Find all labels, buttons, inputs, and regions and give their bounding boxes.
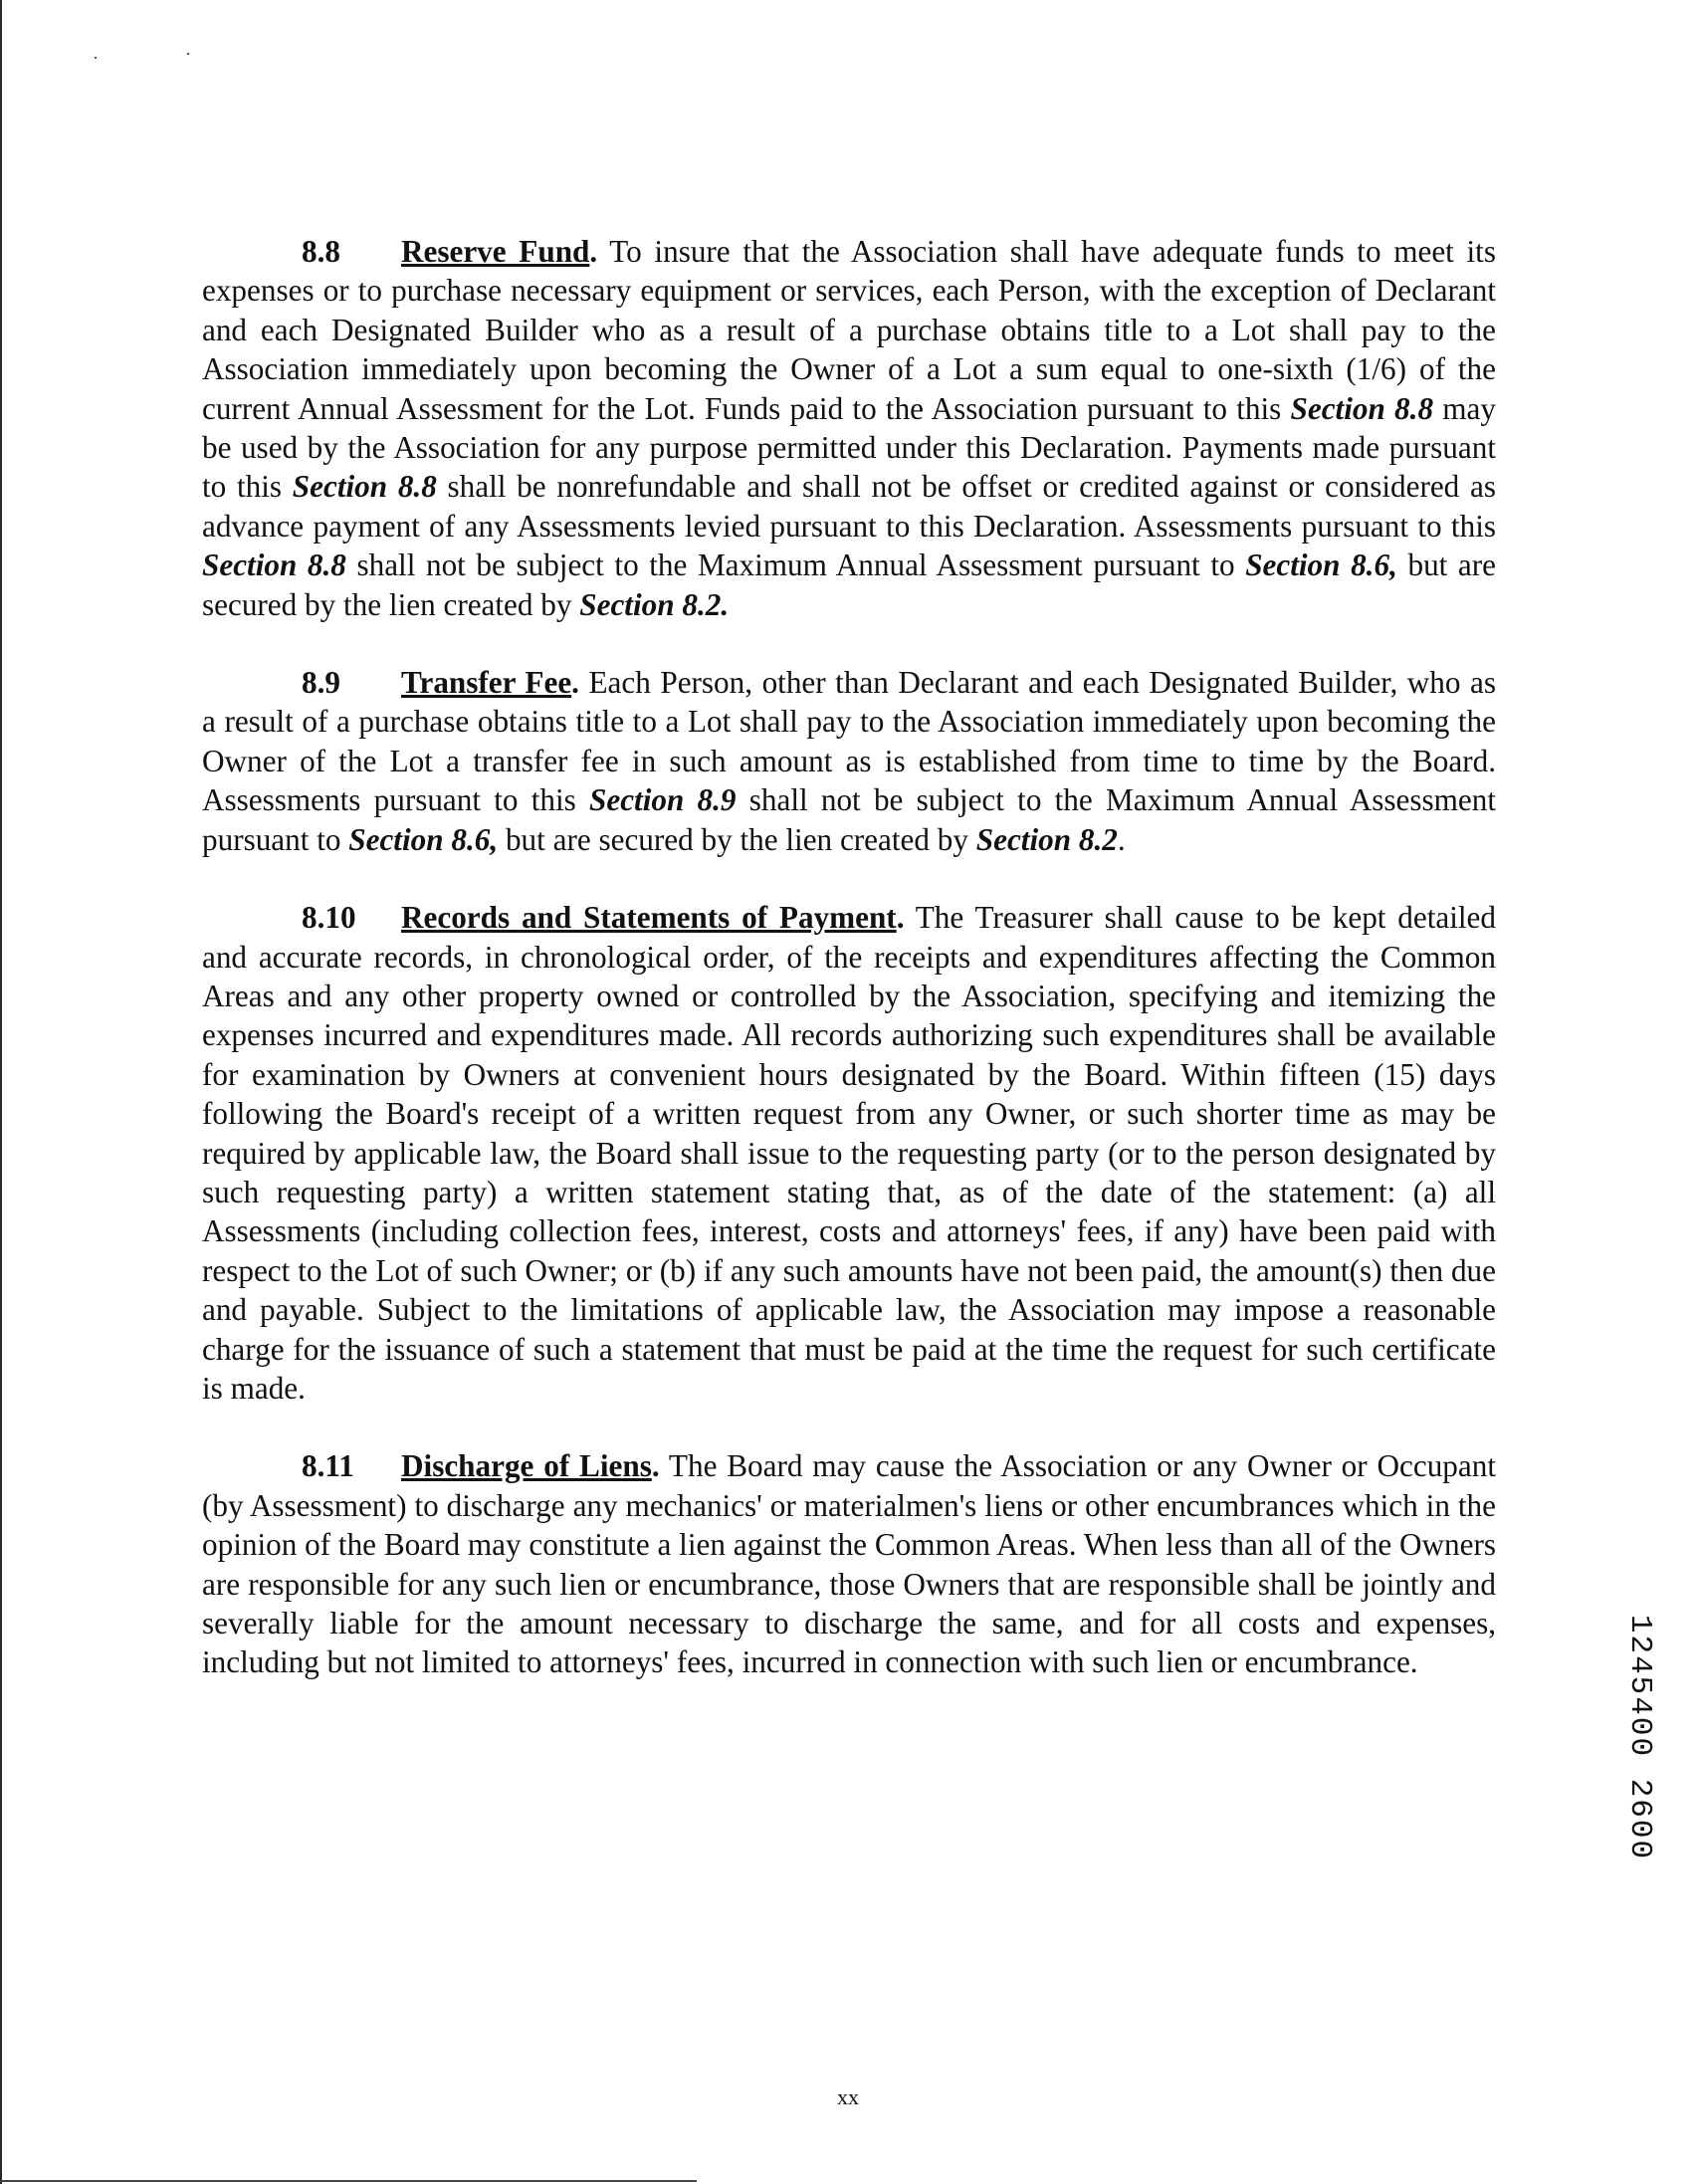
section-reference: Section 8.8 (1290, 390, 1434, 426)
scan-edge-bottom (0, 2180, 697, 2182)
section-reference: Section 8.2. (579, 586, 730, 622)
section-reference: Section 8.9 (589, 782, 737, 818)
recording-stamp-text: 1245400 2600 (1622, 1614, 1658, 1860)
section-reference: Section 8.6, (1245, 547, 1397, 583)
section-reference: Section 8.8 (292, 469, 437, 505)
section-title: Transfer Fee (401, 665, 572, 701)
section-text: shall not be subject to the Maximum Annual Assessment pursuant to (345, 547, 1246, 583)
title-period: . (571, 665, 579, 701)
section-text: . (1117, 821, 1126, 857)
section-8-10 (202, 898, 1496, 1408)
section-8-9 (202, 663, 1496, 859)
section-number: 8.9 (302, 665, 340, 701)
section-number: 8.10 (302, 900, 356, 936)
scan-speck (95, 57, 97, 59)
page-number: xx (837, 2084, 859, 2109)
section-text: shall not be subject to the Maximum Annual Assessment pursuant to (202, 782, 1496, 857)
section-number: 8.8 (302, 234, 340, 269)
section-text: but are secured by the lien created by (498, 821, 976, 857)
section-text: The Treasurer shall cause to be kept detailed and accurate records, in chronological order, of the receipts and expenditures affecting the Common Areas and any other property owned or controlled by the Association, specifying and itemizing the expenses incurred and expenditures made. All records authorizing such expenditures shall be available for examination by Owners at convenient hours designated by the Board. Within fifteen (15) days following the Board's receipt of a written request from any Owner, or such shorter time as may be required by applicable law, the Board shall issue to the requesting party (or to the person designated by such requesting party) a written statement stating that, as of the date of the statement: (a) all Assessments (including collection fees, interest, costs and attorneys' fees, if any) have been paid with respect to the Lot of such Owner; or (b) if any such amounts have not been paid, the amount(s) then due and payable. Subject to the limitations of applicable law, the Association may impose a reasonable charge for the issuance of such a statement that must be paid at the time the request for such certificate is made. (202, 900, 1496, 1406)
scan-edge-left (0, 0, 2, 2184)
section-text: but are secured by the lien created by (202, 547, 1496, 622)
section-title: Discharge of Liens (401, 1448, 652, 1484)
recording-stamp (1618, 1598, 1662, 1876)
section-text: To insure that the Association shall have adequate funds to meet its expenses or to purchase necessary equipment or services, each Person, with the exception of Declarant and each Designated Builder who as a result of a purchase obtains title to a Lot shall pay to the Association immediately upon becoming the Owner of a Lot a sum equal to one-sixth (1/6) of the current Annual Assessment for the Lot. Funds paid to the Association pursuant to this (202, 234, 1496, 426)
section-text: The Board may cause the Association or any Owner or Occupant (by Assessment) to discharge any mechanics' or materialmen's liens or other encumbrances which in the opinion of the Board may constitute a lien against the Common Areas. When less than all of the Owners are responsible for any such lien or encumbrance, those Owners that are responsible shall be jointly and severally liable for the amount necessary to discharge the same, and for all costs and expenses, including but not limited to attorneys' fees, incurred in connection with such lien or encumbrance. (202, 1448, 1496, 1680)
section-text: may be used by the Association for any purpose permitted under this Declaration. Payments made pursuant to this (202, 390, 1496, 505)
section-number: 8.11 (302, 1448, 354, 1484)
section-reference: Section 8.6, (348, 821, 499, 857)
section-8-11 (202, 1446, 1496, 1681)
scan-speck (187, 53, 189, 55)
title-period: . (589, 234, 598, 269)
section-reference: Section 8.2 (975, 821, 1118, 857)
section-title: Reserve Fund (401, 234, 590, 269)
document-body (202, 232, 1496, 1721)
title-period: . (896, 900, 905, 936)
title-period: . (651, 1448, 660, 1484)
section-reference: Section 8.8 (202, 547, 346, 583)
section-text: shall be nonrefundable and shall not be offset or credited against or considered as advance payment of any Assessments levied pursuant to this Declaration. Assessments pursuant to this (202, 469, 1496, 544)
section-8-8 (202, 232, 1496, 624)
section-text: Each Person, other than Declarant and each Designated Builder, who as a result of a purchase obtains title to a Lot shall pay to the Association immediately upon becoming the Owner of the Lot a transfer fee in such amount as is established from time to time by the Board. Assessments pursuant to this (202, 665, 1496, 818)
section-title: Records and Statements of Payment (401, 900, 897, 936)
